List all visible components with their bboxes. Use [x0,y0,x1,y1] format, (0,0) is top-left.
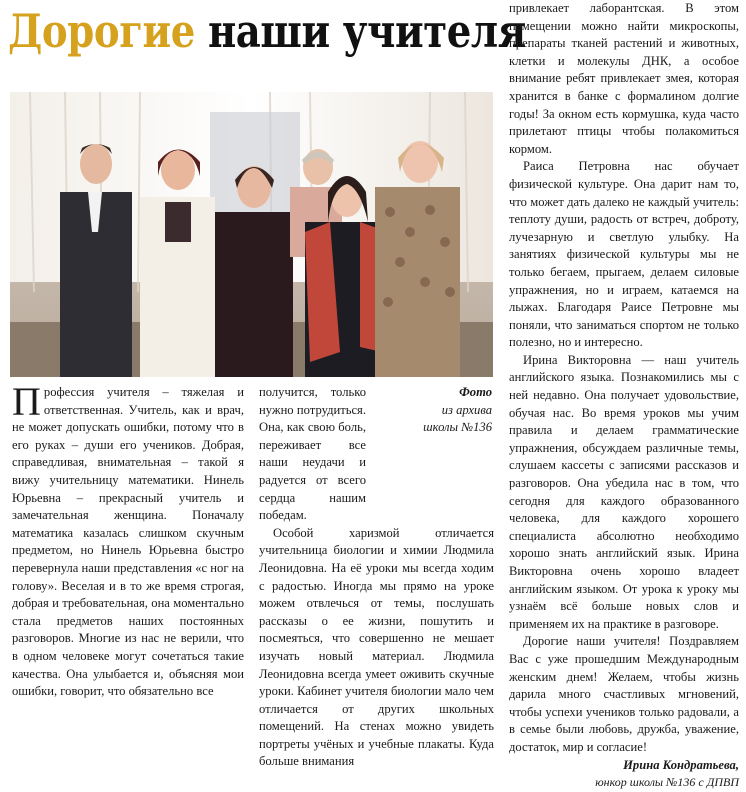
paragraph-intro [12,379,244,701]
article-column-1 [12,379,244,701]
intro-text: рофессия учителя – тяжелая и ответственная. Учитель, как и врач, не может допускать ошибки, потому что в его руках – души его учеников. Добрая, справедливая, внимательная – такой я вижу учительницу математики. Нинель Юрьевна – прекрасный учитель и замечательная женщина. Поначалу математика казалась слишком скучным предметом, но Нинель Юрьевна быстро перевернула наши представления «с ног на голову». Веселая и в то же время строгая, добрая и требовательная, она моментально стала предметов наших постоянных разговоров. Многие из нас не верили, что в одном человеке могут сочетаться такие качества. Она улыбается и, объясняя мои ошибки, говорит, что обязательно все [12,385,244,699]
article-column-3 [509,0,739,792]
paragraph-greeting: Дорогие наши учителя! Поздравляем Вас с уже прошедшим Международным женским днем! Желаем, чтобы жизнь дарила много счастливых мгновений, чтобы успехи учеников только радовали, а в семье были любовь, дружба, уважение, достаток, мир и согласие! [509,634,739,754]
title-word-accent: Дорогие [8,4,195,58]
paragraph-pe-teacher: Раиса Петровна нас обучает физической культуре. Она дарит нам то, что может дать далеко не каждый учитель: теплоту души, радость от встреч, доброту, лучезарную и светлую улыбку. На занятиях физической культуры мы не только бегаем, прыгаем, делаем силовые упражнения, но и играем, катаемся на лыжах. Благодаря Раисе Петровне мы поняли, что заниматься спортом не только полезно, но и интересно. [509,159,739,350]
caption-line-1: Фото [459,385,492,399]
caption-line-2: из архива [441,402,492,417]
paragraph-english-teacher: Ирина Викторовна — наш учитель английского языка. Познакомились мы с ней недавно. Она получает удовольствие, обучая нас. Во время уроков мы учим правила и делаем грамматические упражнения, обсуждаем различные темы, слушаем кассеты с записями рассказов и разговоров. Она убедила нас в том, что сегодня для каждого образованного человека, для каждого хорошего специалиста абсолютно необходимо хорошо знать английский язык. Ирина Викторовна очень хорошо владеет английским языком. От урока к уроку мы узнаём всё больше новых слов и применяем их на практике в разговоре. [509,352,739,631]
author-signature [509,757,739,792]
paragraph-lab: привлекает лаборантская. В этом помещении можно найти микроскопы, препараты тканей растений и животных, клетки и молекулы ДНК, а особое внимание ребят привлекает змея, которая хранится в банке с формалином долгие годы! За окном есть кормушка, куда часто прилетают птицы чтобы полакомиться кормом. [509,1,739,156]
drop-cap: П [12,379,41,424]
title-words-main: наши учителя [207,4,526,58]
teachers-photo [10,92,493,377]
article-title [8,2,526,60]
author-name: Ирина Кондратьева, [623,757,739,772]
paragraph-biology-teacher: Особой харизмой отличается учительница биологии и химии Людмила Леонидовна. На её уроки мы всегда ходим с радостью. Иногда мы прямо на уроке можем отвлечься от темы, послушать рассказы о ее жизни, пошутить и посмеяться, что совершенно не мешает изучать новый материал. Людмила Леонидовна всегда умеет оживить скучные уроки. Кабинет учителя биологии мало чем отличается от других школьных помещений. На стенах можно увидеть портреты учёных и учебные плакаты. Куда больше внимания [259,525,494,769]
caption-line-3: школы №136 [423,420,492,435]
author-role: юнкор школы №136 с ДПВП [595,775,739,790]
article-column-2 [259,384,494,771]
paragraph-continuation: получится, только нужно потрудиться. Она, как свою боль, переживает все наши неудачи и радуется от всего сердца нашим победам. [259,385,366,523]
